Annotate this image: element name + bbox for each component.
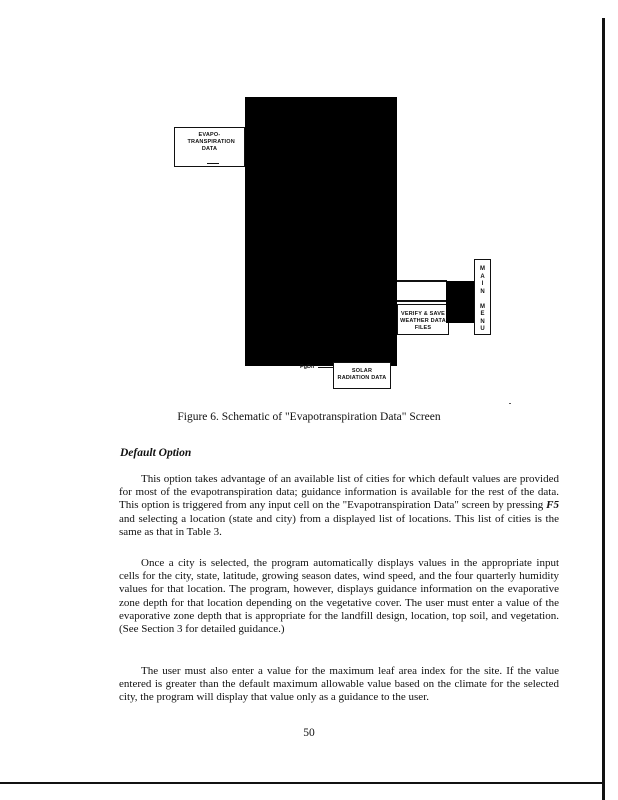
weather-label: VERIFY & SAVE WEATHER DATA FILES [400,311,446,331]
paragraph-text: Once a city is selected, the program automatically displays values in the appropriate input cells for the city, state, latitude, growing season dates, wind speed, and the four quarterly humidity values for that location. The program, however, displays guidance information on the evaporative zone depth for that location depending on the vegetative cover. The user must enter a value of the evaporative zone depth that is appropriate for the landfill design, location, top soil, and vegetation. (See Section 3 for detailed guidance.) [119,557,559,636]
connector-line [397,300,447,302]
paragraph-text: and selecting a location (state and city) from a displayed list of locations. This list of cities is the same as that in Table 3. [119,512,559,538]
evapotranspiration-label: EVAPO-TRANSPIRATION DATA [187,132,235,152]
page-number: 50 [303,727,315,739]
key-name: F5 [546,499,559,512]
weather-data-box [397,304,449,335]
figure-caption: Figure 6. Schematic of "Evapotranspiration Data" Screen [177,411,441,423]
connector-line [318,367,333,368]
paragraph-text: This option takes advantage of an available list of cities for which default values are provided for most of the evapotranspiration data; guidance information is available for the rest of the data. This option is triggered from any input cell on the "Evapotranspiration Data" screen by pressing [119,473,559,512]
page-edge [0,782,605,784]
connector-line [397,280,447,282]
screen-block [446,281,476,323]
screen-block [245,97,397,366]
solar-radiation-data-box [333,362,391,389]
connector-line [207,163,219,164]
main-menu-label: M A I N M E N U [480,266,485,332]
evapotranspiration-data-box [174,127,245,167]
scan-speck [509,403,511,404]
main-menu-box [474,259,491,335]
section-heading: Default Option [120,447,192,459]
paragraph [119,557,559,636]
paragraph-text: The user must also enter a value for the maximum leaf area index for the site. If the value entered is greater than the default maximum allowable value based on the climate for the selected city, the program will display that value only as a guidance to the user. [119,665,559,704]
paragraph [119,665,559,705]
paragraph [119,473,559,539]
solar-label: SOLAR RADIATION DATA [337,368,387,381]
pgdn-label: PgDn [300,364,315,370]
